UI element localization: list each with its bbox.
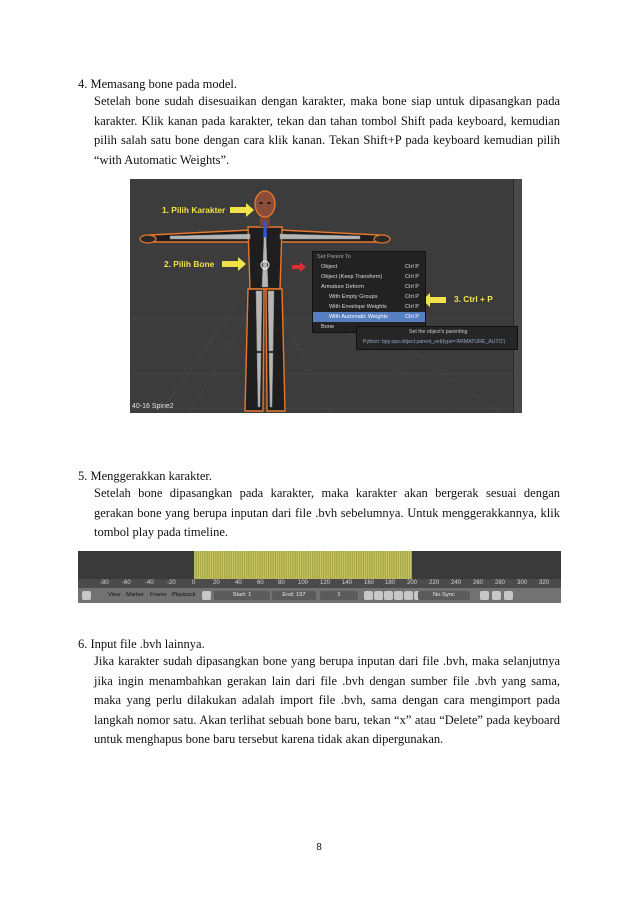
tick-label: 260: [473, 580, 484, 586]
annotation-ctrl-p: 3. Ctrl + P: [454, 294, 493, 304]
menu-marker[interactable]: Marker: [126, 592, 145, 598]
keying-icon[interactable]: [480, 591, 489, 600]
record-icon[interactable]: [202, 591, 211, 600]
menu-item-with-empty-groups[interactable]: With Empty Groups Ctrl P: [329, 294, 419, 300]
tick-label: 220: [429, 580, 440, 586]
jump-start-icon[interactable]: [364, 591, 373, 600]
tick-label: 140: [342, 580, 353, 586]
tick-label: -40: [145, 580, 154, 586]
blender-timeline-screenshot: [78, 551, 561, 603]
tick-label: 0: [192, 580, 196, 586]
section-4-paragraph: Setelah bone sudah disesuaikan dengan karakter, maka bone siap untuk dipasangkan pada karakter. Klik kanan pada karakter, tekan dan tahan tombol Shift pada keyboard, kemudian pilih salah satu bone dengan cara klik kanan. Tekan Shift+P pada keyboard kemudian pilih “with Automatic Weights”.: [94, 94, 560, 167]
prev-keyframe-icon[interactable]: [374, 591, 383, 600]
tick-label: 60: [257, 580, 264, 586]
timeline-frame-range: [194, 551, 412, 579]
menu-tooltip: [356, 326, 518, 350]
set-parent-menu-title: Set Parent To: [317, 254, 351, 260]
section-6-title: 6. Input file .bvh lainnya.: [78, 637, 205, 651]
menu-item-object-keep-transform[interactable]: Object (Keep Transform) Ctrl P: [321, 274, 419, 280]
play-reverse-icon[interactable]: [384, 591, 393, 600]
section-5-title: 5. Menggerakkan karakter.: [78, 469, 212, 483]
timeline-frame-scale[interactable]: [78, 579, 561, 588]
tick-label: -80: [100, 580, 109, 586]
viewport-side-panel: [513, 179, 522, 413]
tooltip-title: Set the object's parenting: [409, 329, 468, 335]
tick-label: 320: [539, 580, 550, 586]
set-parent-menu: [312, 251, 426, 333]
play-icon[interactable]: [394, 591, 403, 600]
start-frame-field[interactable]: Start: 1: [214, 591, 270, 600]
next-keyframe-icon[interactable]: [404, 591, 413, 600]
menu-frame[interactable]: Frame: [150, 592, 167, 598]
menu-item-bone[interactable]: Bone: [321, 324, 335, 330]
menu-playback[interactable]: Playback: [172, 592, 196, 598]
annotation-pilih-karakter: 1. Pilih Karakter: [162, 205, 226, 215]
tick-label: 180: [385, 580, 396, 586]
timeline-header: [78, 588, 561, 603]
menu-item-with-envelope-weights[interactable]: With Envelope Weights Ctrl P: [329, 304, 419, 310]
menu-item-with-automatic-weights[interactable]: With Automatic Weights Ctrl P: [313, 312, 425, 322]
tick-label: 200: [407, 580, 418, 586]
end-frame-field[interactable]: End: 197: [272, 591, 316, 600]
keyframe-insert-icon[interactable]: [492, 591, 501, 600]
tick-label: 240: [451, 580, 462, 586]
annotation-pilih-bone: 2. Pilih Bone: [164, 259, 215, 269]
editor-type-icon[interactable]: [82, 591, 91, 600]
tick-label: 100: [298, 580, 309, 586]
tick-label: 300: [517, 580, 528, 586]
tick-label: 20: [213, 580, 220, 586]
page-number: 8: [316, 842, 322, 853]
tooltip-python: Python: bpy.ops.object.parent_set(type='ARMATURE_AUTO'): [363, 339, 506, 345]
tick-label: -20: [167, 580, 176, 586]
section-4-title: 4. Memasang bone pada model.: [78, 77, 237, 91]
tick-label: 280: [495, 580, 506, 586]
tick-label: 40: [235, 580, 242, 586]
section-5-paragraph: Setelah bone dipasangkan pada karakter, maka karakter akan bergerak sesuai dengan gerakan bone yang berupa inputan dari file .bvh sebelumnya. Untuk menggerakkannya, klik tombol play pada timeline.: [94, 486, 560, 540]
keyframe-delete-icon[interactable]: [504, 591, 513, 600]
current-frame-field[interactable]: 1: [320, 591, 358, 600]
menu-item-object[interactable]: Object Ctrl P: [321, 264, 419, 270]
menu-item-armature-deform[interactable]: Armature Deform Ctrl P: [321, 284, 419, 290]
tick-label: 160: [364, 580, 375, 586]
sync-mode-select[interactable]: No Sync: [418, 591, 470, 600]
tick-label: 120: [320, 580, 331, 586]
tick-label: 80: [278, 580, 285, 586]
menu-view[interactable]: View: [108, 592, 121, 598]
viewport-selected-label: 40-16 Spine2: [132, 403, 174, 410]
tick-label: -60: [122, 580, 131, 586]
section-6-paragraph: Jika karakter sudah dipasangkan bone yang berupa inputan dari file .bvh, maka selanjutnya jika ingin menambahkan gerakan lain dari file .bvh dengan sumber file .bvh yang sama, maka yang perlu dilakukan adalah import file .bvh, sama dengan cara mengimport pada langkah nomor satu. Akan terlihat sebuah bone baru, tekan “x” atau “Delete” pada keyboard untuk menghapus bone baru tersebut karena tidak akan dipergunakan.: [94, 654, 560, 747]
